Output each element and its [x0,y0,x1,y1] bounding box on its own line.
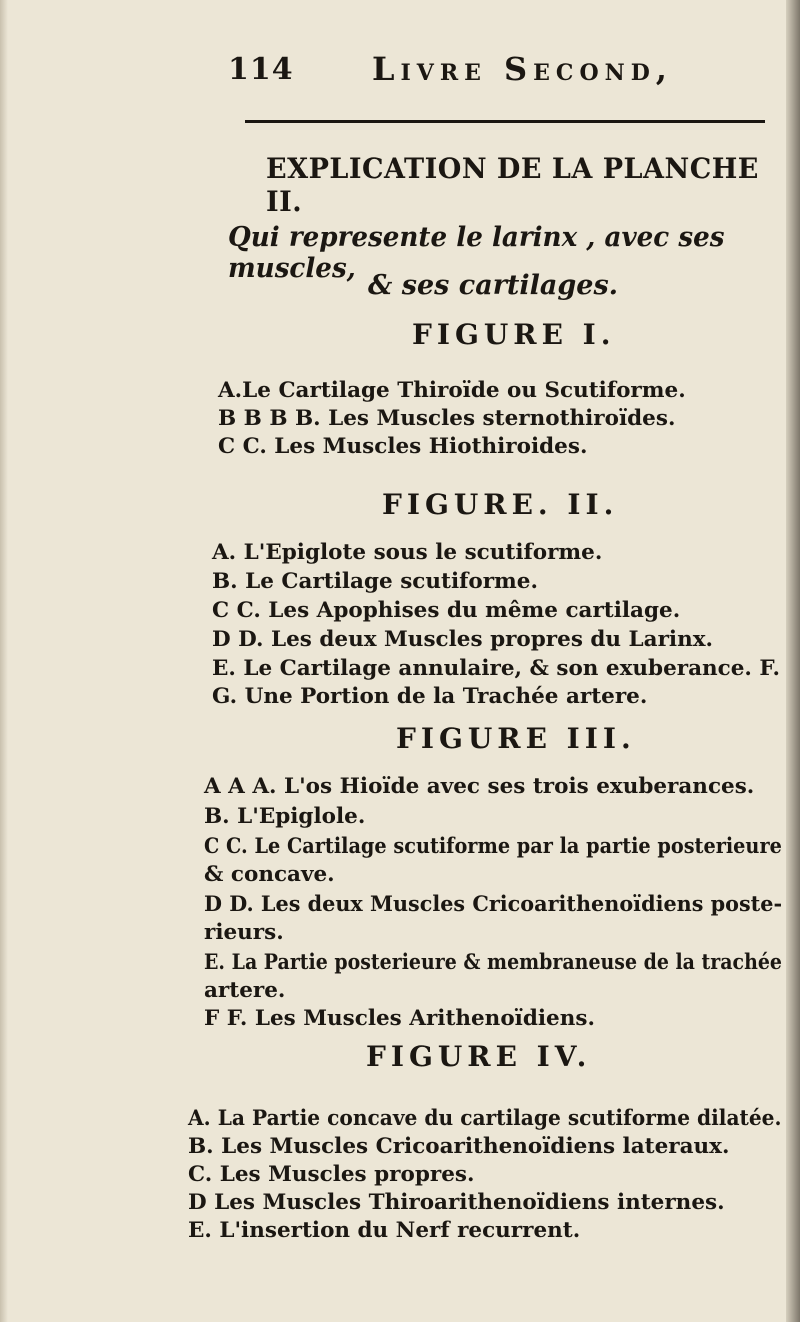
gutter-shadow [0,0,8,1322]
figure-4-line: B. Les Muscles Cricoarithenoïdiens lateraux. [188,1134,730,1159]
figure-3-line: D D. Les deux Muscles Cricoarithenoïdiens poste- [204,892,783,917]
figure-3-line: & concave. [204,862,335,887]
figure-3-line: B. L'Epiglole. [204,804,366,829]
figure-2-line: C C. Les Apophises du même cartilage. [212,598,681,623]
figure-3-line: C C. Le Cartilage scutiforme par la partie posterieure [204,834,782,859]
plate-caption-line1: Qui represente le larinx , avec ses muscles, [228,222,725,284]
figure-2-line: G. Une Portion de la Trachée artere. [212,684,648,709]
figure-4-heading: FIGURE IV. [366,1040,592,1073]
figure-3-line: F F. Les Muscles Arithenoïdiens. [204,1006,595,1031]
figure-1-line: B B B B. Les Muscles sternothiroïdes. [218,406,676,431]
figure-2-line: D D. Les deux Muscles propres du Larinx. [212,627,714,652]
figure-1-heading: FIGURE I. [412,318,616,351]
page-edge [786,0,800,1322]
figure-2-line: E. Le Cartilage annulaire, & son exuberance. F. [212,656,780,681]
plate-title: EXPLICATION DE LA PLANCHE II. [266,152,759,218]
figure-4-line: C. Les Muscles propres. [188,1162,475,1187]
figure-2-heading: FIGURE. II. [382,488,619,521]
figure-3-heading: FIGURE III. [396,722,636,755]
figure-4-line: E. L'insertion du Nerf recurrent. [188,1218,581,1243]
page-number: 114 [228,52,294,87]
plate-caption-line2: & ses cartilages. [368,270,619,301]
figure-4-line: D Les Muscles Thiroarithenoïdiens internes. [188,1190,725,1215]
header-rule [245,120,765,123]
figure-4-line: A. La Partie concave du cartilage scutiforme dilatée. [188,1106,782,1131]
figure-3-line: artere. [204,978,286,1003]
figure-3-line: rieurs. [204,920,284,945]
figure-2-line: A. L'Epiglote sous le scutiforme. [212,540,603,565]
figure-1-line: A.Le Cartilage Thiroïde ou Scutiforme. [218,378,686,403]
figure-1-line: C C. Les Muscles Hiothiroides. [218,434,588,459]
running-head: Livre Second, [372,50,673,88]
figure-2-line: B. Le Cartilage scutiforme. [212,569,538,594]
figure-3-line: E. La Partie posterieure & membraneuse de la trachée [204,950,782,975]
figure-3-line: A A A. L'os Hioïde avec ses trois exuberances. [204,774,755,799]
